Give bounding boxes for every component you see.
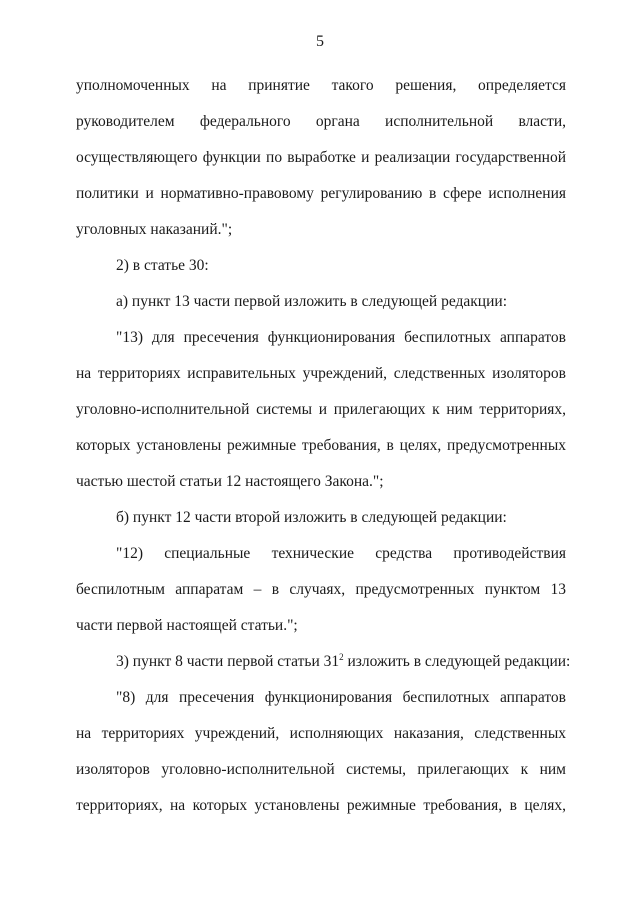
text-line: осуществляющего функции по выработке и реализации государственной [76, 149, 566, 166]
text-segment: 3) пункт 8 части первой статьи 31 [116, 653, 340, 670]
document-body [76, 68, 571, 824]
text-line: руководителем федерального органа исполнительной власти, [76, 113, 566, 130]
text-line: 2) в статье 30: [116, 257, 209, 274]
text-line: уголовных наказаний."; [76, 221, 233, 238]
text-line: а) пункт 13 части первой изложить в следующей редакции: [116, 293, 507, 310]
text-line: на территориях учреждений, исполняющих наказания, следственных [76, 725, 566, 742]
text-line [76, 644, 571, 680]
text-line: изоляторов уголовно-исполнительной системы, прилегающих к ним [76, 761, 566, 778]
text-line: "12) специальные технические средства противодействия [116, 545, 566, 562]
text-line: на территориях исправительных учреждений, следственных изоляторов [76, 365, 566, 382]
text-line: "13) для пресечения функционирования беспилотных аппаратов [116, 329, 566, 346]
text-segment: изложить в следующей редакции: [343, 653, 571, 670]
page-number: 5 [316, 33, 324, 50]
text-line: которых установлены режимные требования, в целях, предусмотренных [76, 437, 566, 454]
text-line: части первой настоящей статьи."; [76, 617, 298, 634]
superscript: 2 [339, 652, 344, 662]
text-line: политики и нормативно-правовому регулированию в сфере исполнения [76, 185, 566, 202]
text-line: уголовно-исполнительной системы и прилегающих к ним территориях, [76, 401, 566, 418]
text-line: беспилотным аппаратам – в случаях, предусмотренных пунктом 13 [76, 581, 566, 598]
text-line: "8) для пресечения функционирования беспилотных аппаратов [116, 689, 566, 706]
text-line: частью шестой статьи 12 настоящего Закона."; [76, 473, 384, 490]
text-line: б) пункт 12 части второй изложить в следующей редакции: [116, 509, 507, 526]
text-line: территориях, на которых установлены режимные требования, в целях, [76, 797, 566, 814]
text-line: уполномоченных на принятие такого решения, определяется [76, 77, 566, 94]
